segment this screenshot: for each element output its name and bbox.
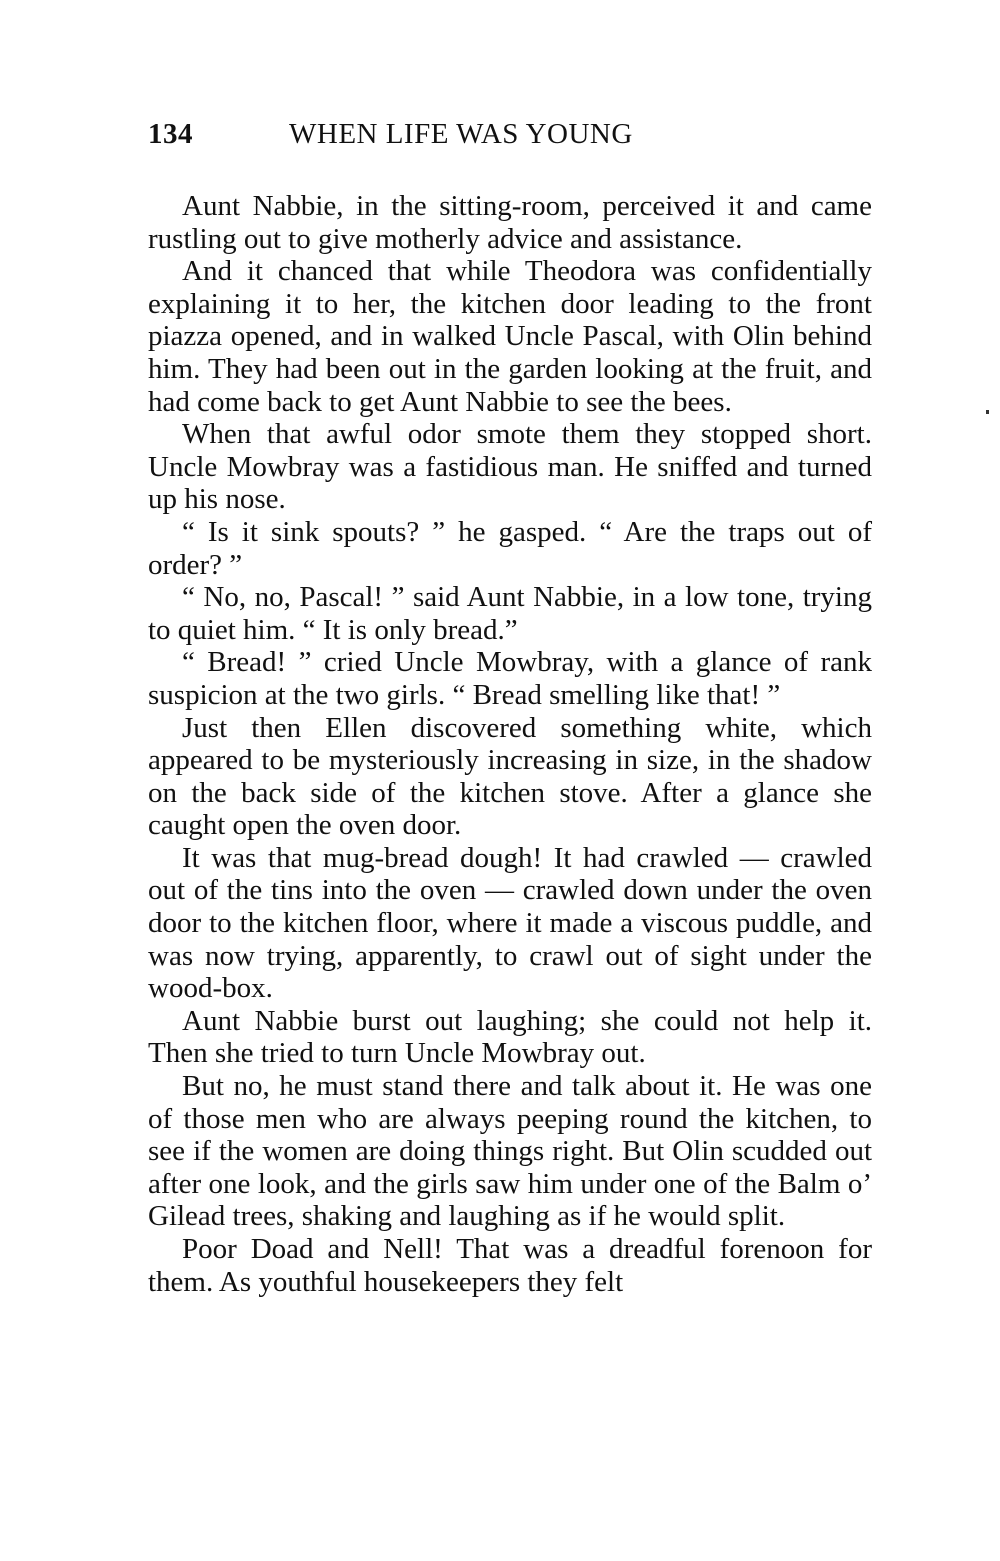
print-speck xyxy=(986,410,989,414)
page-number: 134 xyxy=(148,118,193,150)
paragraph: And it chanced that while Theodora was confidentially explaining it to her, the kitchen door leading to the front piazza opened, and in walked Uncle Pascal, with Olin behind him. They had been out in the garden looking at the fruit, and had come back to get Aunt Nabbie to see the bees. xyxy=(148,255,872,418)
paragraph: “ Is it sink spouts? ” he gasped. “ Are the traps out of order? ” xyxy=(148,515,872,581)
paragraph: “ Bread! ” cried Uncle Mowbray, with a glance of rank suspicion at the two girls. “ Bread smelling like that! ” xyxy=(148,646,872,711)
paragraph: Just then Ellen discovered something white, which appeared to be mysteriously increasing in size, in the shadow on the back side of the kitchen stove. After a glance she caught open the oven door. xyxy=(148,711,872,842)
body-text xyxy=(148,190,872,1298)
page-header xyxy=(148,118,872,158)
paragraph: “ No, no, Pascal! ” said Aunt Nabbie, in a low tone, trying to quiet him. “ It is only bread.” xyxy=(148,581,872,646)
paragraph: When that awful odor smote them they stopped short. Uncle Mowbray was a fastidious man. He sniffed and turned up his nose. xyxy=(148,418,872,516)
paragraph: Aunt Nabbie burst out laughing; she could not help it. Then she tried to turn Uncle Mowbray out. xyxy=(148,1004,872,1070)
paragraph: But no, he must stand there and talk about it. He was one of those men who are always peeping round the kitchen, to see if the women are doing things right. But Olin scudded out after one look, and the girls saw him under one of the Balm o’ Gilead trees, shaking and laughing as if he would split. xyxy=(148,1070,872,1233)
running-title: WHEN LIFE WAS YOUNG xyxy=(289,118,633,150)
paragraph: Poor Doad and Nell! That was a dreadful forenoon for them. As youthful housekeepers they felt xyxy=(148,1233,872,1298)
paragraph: Aunt Nabbie, in the sitting-room, perceived it and came rustling out to give motherly advice and assistance. xyxy=(148,190,872,255)
paragraph: It was that mug-bread dough! It had crawled — crawled out of the tins into the oven — crawled down under the oven door to the kitchen floor, where it made a viscous puddle, and was now trying, apparently, to crawl out of sight under the wood-box. xyxy=(148,841,872,1005)
